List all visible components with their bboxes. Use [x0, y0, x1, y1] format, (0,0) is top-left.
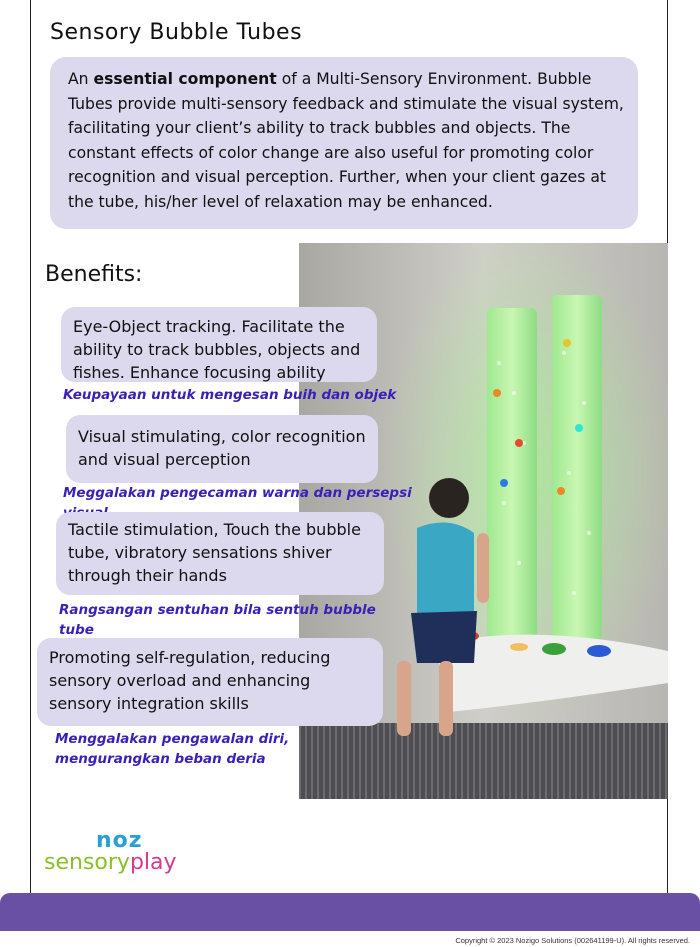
benefit-text: Tactile stimulation, Touch the bubble tube, vibratory sensations shiver through their hands	[68, 520, 361, 585]
benefit-malay: Rangsangan sentuhan bila sentuh bubble tube	[59, 602, 376, 638]
copyright: Copyright © 2023 Nozigo Solutions (002641199-U). All rights reserved.	[455, 936, 690, 945]
intro-box	[50, 57, 638, 229]
benefit-box-tactile	[56, 512, 384, 595]
intro-bold: essential component	[93, 70, 277, 88]
benefit-box-eye-tracking	[61, 307, 377, 382]
benefits-heading: Benefits:	[45, 262, 143, 287]
logo-top: noz	[96, 828, 143, 853]
benefit-text: Visual stimulating, color recognition and visual perception	[78, 427, 366, 469]
benefit-malay: Meggalakan pengecaman warna dan persepsi	[63, 485, 412, 501]
intro-text: of a Multi-Sensory Environment. Bubble Tubes provide multi-sensory feedback and stimulate the visual system, facilitating your client’s ability to track bubbles and objects. The constant effects of color change are also useful for promoting color recognition and visual perception. Further, when your client gazes at the tube, his/her level of relaxation may be enhanced.	[68, 70, 624, 211]
benefit-box-self-regulation	[37, 638, 383, 726]
benefit-box-visual	[66, 415, 378, 483]
page-title: Sensory Bubble Tubes	[50, 20, 303, 45]
benefit-text: Eye-Object tracking. Facilitate the ability to track bubbles, objects and fishes. Enhance focusing ability	[73, 317, 361, 382]
intro-prefix: An	[68, 70, 94, 88]
benefit-text: Promoting self-regulation, reducing sensory overload and enhancing sensory integration skills	[49, 648, 331, 713]
logo-bottom	[44, 850, 177, 875]
logo-bottom-a: sensory	[44, 850, 130, 875]
benefit-malay: Keupayaan untuk mengesan buih dan objek	[63, 387, 397, 403]
logo-bottom-b: play	[129, 850, 177, 875]
footer-bar	[0, 893, 700, 931]
benefit-malay: Menggalakan pengawalan diri, mengurangkan beban deria	[55, 731, 290, 767]
noz-sensoryplay-logo	[44, 828, 214, 878]
